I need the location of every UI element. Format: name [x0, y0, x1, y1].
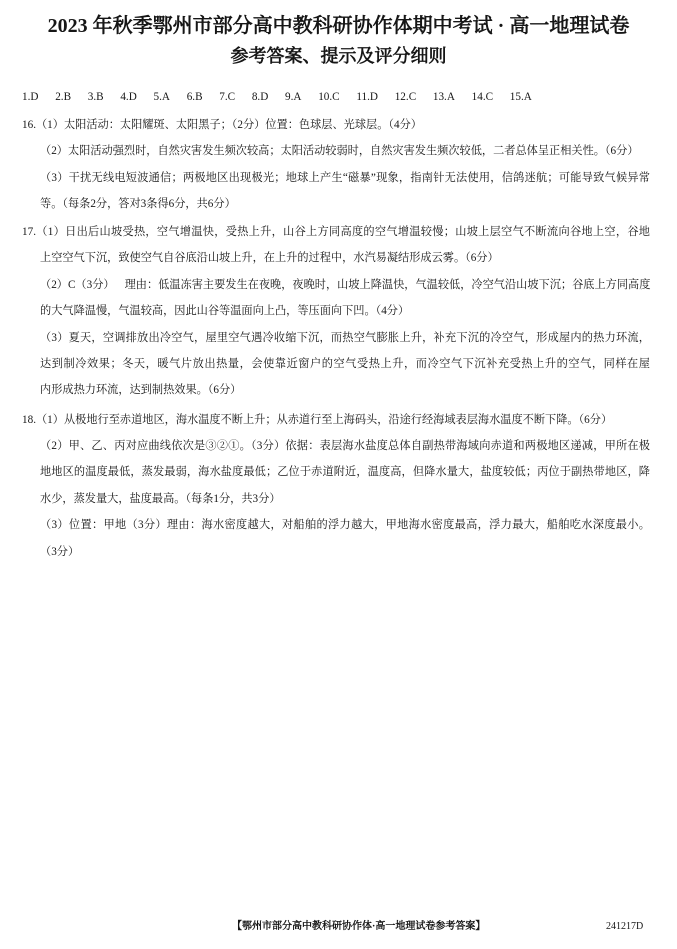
q17-part2-line — [40, 272, 650, 298]
choice-answers-row — [22, 84, 532, 110]
choice-answer-9: 9.A — [285, 90, 302, 103]
q18-part3-line: （3分） — [40, 545, 80, 558]
choice-answer-8: 8.D — [251, 90, 269, 103]
q17-part3-line: （3）夏天，空调排放出冷空气，屋里空气遇冷收缩下沉，而热空气膨胀上升，补充下沉的冷空气，形成屋内的热力环流， — [40, 331, 650, 344]
question-17 — [0, 219, 677, 404]
choice-answer-3: 3.B — [87, 90, 104, 103]
footer-title: 【鄂州市部分高中教科研协作体·高一地理试卷参考答案】 — [232, 921, 486, 932]
choice-answer-12: 12.C — [394, 90, 417, 103]
q17-part1-line: 17.（1）日出后山坡受热，空气增温快，受热上升，山谷上方同高度的空气增温较慢；山坡上层空气不断流向谷地上空，谷地 — [22, 225, 650, 238]
q17-part1-line: 上空空气下沉，致使空气自谷底沿山坡上升，在上升的过程中，水汽易凝结形成云雾。（6分） — [40, 252, 499, 265]
choice-answer-7: 7.C — [219, 90, 236, 103]
choice-answer-4: 4.D — [120, 90, 137, 103]
choice-answer-6: 6.B — [186, 90, 203, 103]
choice-answer-5: 5.A — [153, 90, 170, 103]
q17-part2-answer: （2）C（3分） — [40, 278, 115, 291]
question-16 — [0, 112, 677, 218]
q17-part2-reason: 理由：低温冻害主要发生在夜晚，夜晚时，山坡上降温快，气温较低，冷空气沿山坡下沉；谷底上方同高度 — [124, 278, 651, 291]
q18-part2-line: （2）甲、乙、丙对应曲线依次是③②①。（3分）依据：表层海水盐度总体自副热带海域向赤道和两极地区递减，甲所在极 — [40, 440, 650, 453]
answer-key-body — [0, 84, 677, 565]
q18-part1-line: 18.（1）从极地行至赤道地区，海水温度不断上升；从赤道行至上海码头，沿途行经海域表层海水温度不断下降。（6分） — [22, 413, 613, 426]
q17-part3-line: 达到制冷效果；冬天，暖气片放出热量，会使靠近窗户的空气受热上升，而冷空气下沉补充受热上升的空气，同样在屋 — [40, 357, 650, 370]
choice-answer-10: 10.C — [318, 90, 340, 103]
page-title: 2023 年秋季鄂州市部分高中教科研协作体期中考试 · 高一地理试卷 — [47, 15, 630, 37]
choice-answer-13: 13.A — [432, 90, 455, 103]
choice-answer-2: 2.B — [55, 90, 72, 103]
q16-part1-line: 16.（1）太阳活动：太阳耀斑、太阳黑子；（2分）位置：色球层、光球层。（4分） — [22, 118, 422, 131]
q18-part2-line: 水少，蒸发量大，盐度最高。（每条1分，共3分） — [40, 492, 281, 505]
q18-part2-line: 地地区的温度最低，蒸发最弱，海水盐度最低；乙位于赤道附近，温度高，但降水量大，盐度较低；丙位于副热带地区，降 — [40, 466, 650, 479]
question-18 — [0, 407, 677, 565]
q16-part3-line: 等。（每条2分，答对3条得6分，共6分） — [40, 197, 236, 210]
footer-code: 241217D — [606, 921, 644, 932]
choice-answer-11: 11.D — [356, 90, 378, 103]
choice-answer-15: 15.A — [509, 90, 532, 103]
page-subtitle: 参考答案、提示及评分细则 — [230, 46, 447, 66]
choice-answer-14: 14.C — [471, 90, 494, 103]
q18-part3-line: （3）位置：甲地（3分）理由：海水密度越大，对船舶的浮力越大，甲地海水密度最高，浮力最大，船舶吃水深度最小。 — [40, 519, 650, 532]
q17-part3-line: 内形成热力环流，达到制热效果。（6分） — [40, 384, 242, 397]
q16-part2-line: （2）太阳活动强烈时，自然灾害发生频次较高；太阳活动较弱时，自然灾害发生频次较低，二者总体呈正相关性。（6分） — [40, 145, 639, 158]
q16-part3-line: （3）干扰无线电短波通信；两极地区出现极光；地球上产生“磁暴”现象，指南针无法使用，信鸽迷航；可能导致气候异常 — [40, 171, 650, 184]
choice-answer-1: 1.D — [22, 90, 39, 103]
q17-part2-line: 的大气降温慢，气温较高，因此山谷等温面向上凸，等压面向下凹。（4分） — [40, 305, 410, 318]
